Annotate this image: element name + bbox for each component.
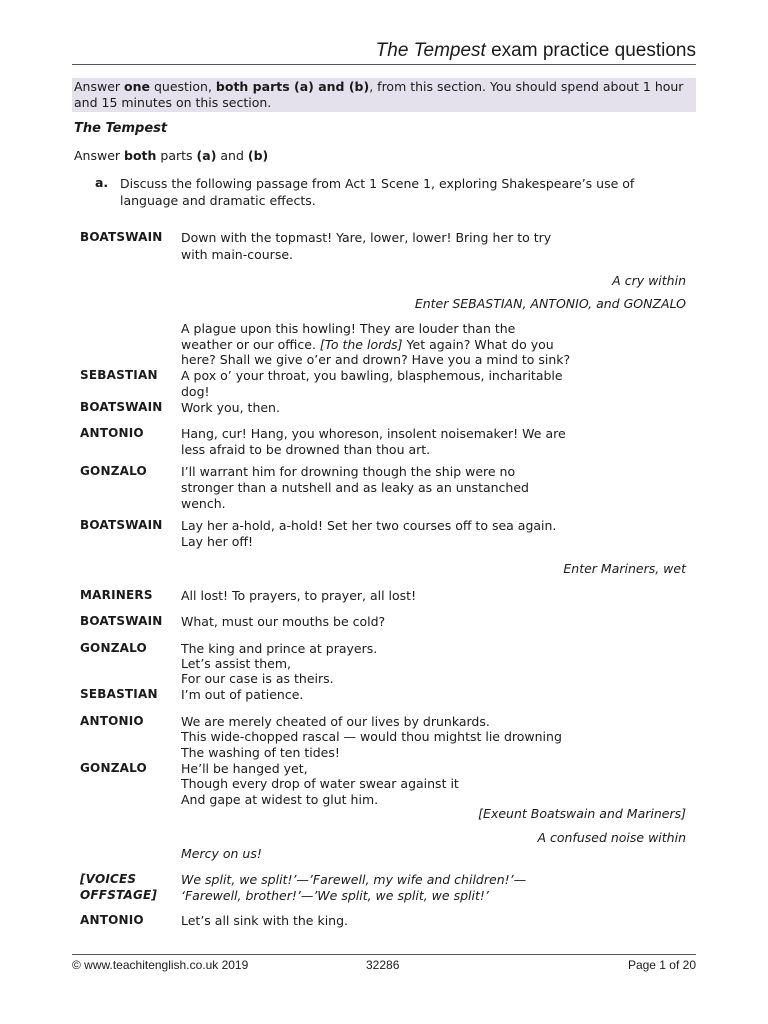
stage-direction: Enter SEBASTIAN, ANTONIO, and GONZALO — [414, 296, 686, 311]
speaker-voices-offstage: OFFSTAGE] — [80, 888, 158, 902]
answer-part: Answer — [74, 148, 125, 163]
script-line: Though every drop of water swear against it — [181, 776, 459, 791]
speaker-voices-offstage: [VOICES — [80, 872, 137, 886]
speaker-boatswain: BOATSWAIN — [80, 230, 163, 244]
stage-direction: A cry within — [612, 273, 686, 288]
instr-part: question, — [149, 79, 216, 94]
script-line: here? Shall we give o’er and drown? Have you a mind to sink? — [181, 352, 571, 367]
instr-bold: both parts (a) and (b) — [215, 79, 370, 94]
script-line: All lost! To prayers, to prayer, all lost! — [181, 588, 417, 603]
script-line-italic: ‘Farewell, brother!’—’We split, we split, we split!’ — [181, 888, 489, 903]
question-a-label: a. — [95, 175, 109, 190]
instructions-text — [74, 79, 694, 111]
speaker-boatswain: BOATSWAIN — [80, 614, 163, 628]
script-line: He’ll be hanged yet, — [181, 761, 308, 776]
speaker-antonio: ANTONIO — [80, 913, 144, 927]
answer-bold: (b) — [247, 148, 269, 163]
script-line: For our case is as theirs. — [181, 671, 334, 686]
header-title-italic: The Tempest — [375, 40, 486, 61]
footer-code: 32286 — [366, 958, 400, 972]
stage-direction: A confused noise within — [537, 830, 686, 845]
script-line: And gape at widest to glut him. — [181, 792, 379, 807]
script-line: wench. — [181, 496, 226, 511]
script-line: This wide-chopped rascal — would thou mightst lie drowning — [181, 729, 562, 744]
speaker-sebastian: SEBASTIAN — [80, 687, 158, 701]
script-line: A plague upon this howling! They are louder than the — [181, 321, 516, 336]
script-line — [181, 337, 554, 353]
script-line: I’ll warrant him for drowning though the ship were no — [181, 464, 516, 479]
script-line: Lay her a-hold, a-hold! Set her two courses off to sea again. — [181, 518, 557, 533]
script-line: Hang, cur! Hang, you whoreson, insolent noisemaker! We are — [181, 426, 566, 441]
speaker-antonio: ANTONIO — [80, 714, 144, 728]
speaker-mariners: MARINERS — [80, 588, 153, 602]
stage-direction: Enter Mariners, wet — [563, 561, 686, 576]
page-header-title — [376, 40, 696, 62]
instr-part: Answer — [74, 79, 125, 94]
section-title: The Tempest — [74, 121, 168, 136]
line-part: weather or our office. — [181, 337, 320, 352]
speaker-antonio: ANTONIO — [80, 426, 144, 440]
speaker-gonzalo: GONZALO — [80, 464, 147, 478]
answer-bold: (a) — [196, 148, 217, 163]
script-line: less afraid to be drowned than thou art. — [181, 442, 431, 457]
script-line: The king and prince at prayers. — [181, 641, 378, 656]
script-line: The washing of ten tides! — [181, 745, 340, 760]
stage-direction: [Exeunt Boatswain and Mariners] — [478, 806, 686, 821]
line-part: Yet again? What do you — [402, 337, 554, 352]
answer-part: and — [216, 148, 248, 163]
speaker-boatswain: BOATSWAIN — [80, 518, 163, 532]
script-line: Let’s all sink with the king. — [181, 913, 349, 928]
answer-bold: both — [124, 148, 157, 163]
script-line: dog! — [181, 384, 210, 399]
script-line: What, must our mouths be cold? — [181, 614, 386, 629]
script-line: Let’s assist them, — [181, 656, 292, 671]
instr-part: , from this section. You should spend about 1 hour and 15 minutes on this section. — [74, 79, 684, 110]
footer-copyright: © www.teachitenglish.co.uk 2019 — [72, 958, 249, 972]
footer-divider — [72, 954, 696, 955]
script-line: with main-course. — [181, 247, 293, 262]
answer-part: parts — [156, 148, 197, 163]
script-line: Down with the topmast! Yare, lower, lower! Bring her to try — [181, 230, 552, 245]
script-line: A pox o’ your throat, you bawling, blasphemous, incharitable — [181, 368, 563, 383]
script-line: Lay her off! — [181, 534, 253, 549]
script-line: stronger than a nutshell and as leaky as an unstanched — [181, 480, 529, 495]
script-line-italic: Mercy on us! — [181, 846, 262, 861]
script-line: We are merely cheated of our lives by drunkards. — [181, 714, 490, 729]
speaker-gonzalo: GONZALO — [80, 761, 147, 775]
question-a-text: Discuss the following passage from Act 1 Scene 1, exploring Shakespeare’s use of language and dramatic effects. — [120, 176, 635, 208]
footer-page-number: Page 1 of 20 — [627, 958, 696, 972]
script-line: I’m out of patience. — [181, 687, 304, 702]
speaker-gonzalo: GONZALO — [80, 641, 147, 655]
line-italic-direction: [To the lords] — [319, 337, 403, 352]
header-title-rest: exam practice questions — [485, 40, 696, 61]
speaker-sebastian: SEBASTIAN — [80, 368, 158, 382]
header-divider — [72, 64, 696, 65]
script-line-italic: We split, we split!’—’Farewell, my wife and children!’— — [181, 872, 527, 887]
speaker-boatswain: BOATSWAIN — [80, 400, 163, 414]
answer-both-line — [74, 148, 268, 163]
instr-bold: one — [124, 79, 150, 94]
script-line: Work you, then. — [181, 400, 280, 415]
